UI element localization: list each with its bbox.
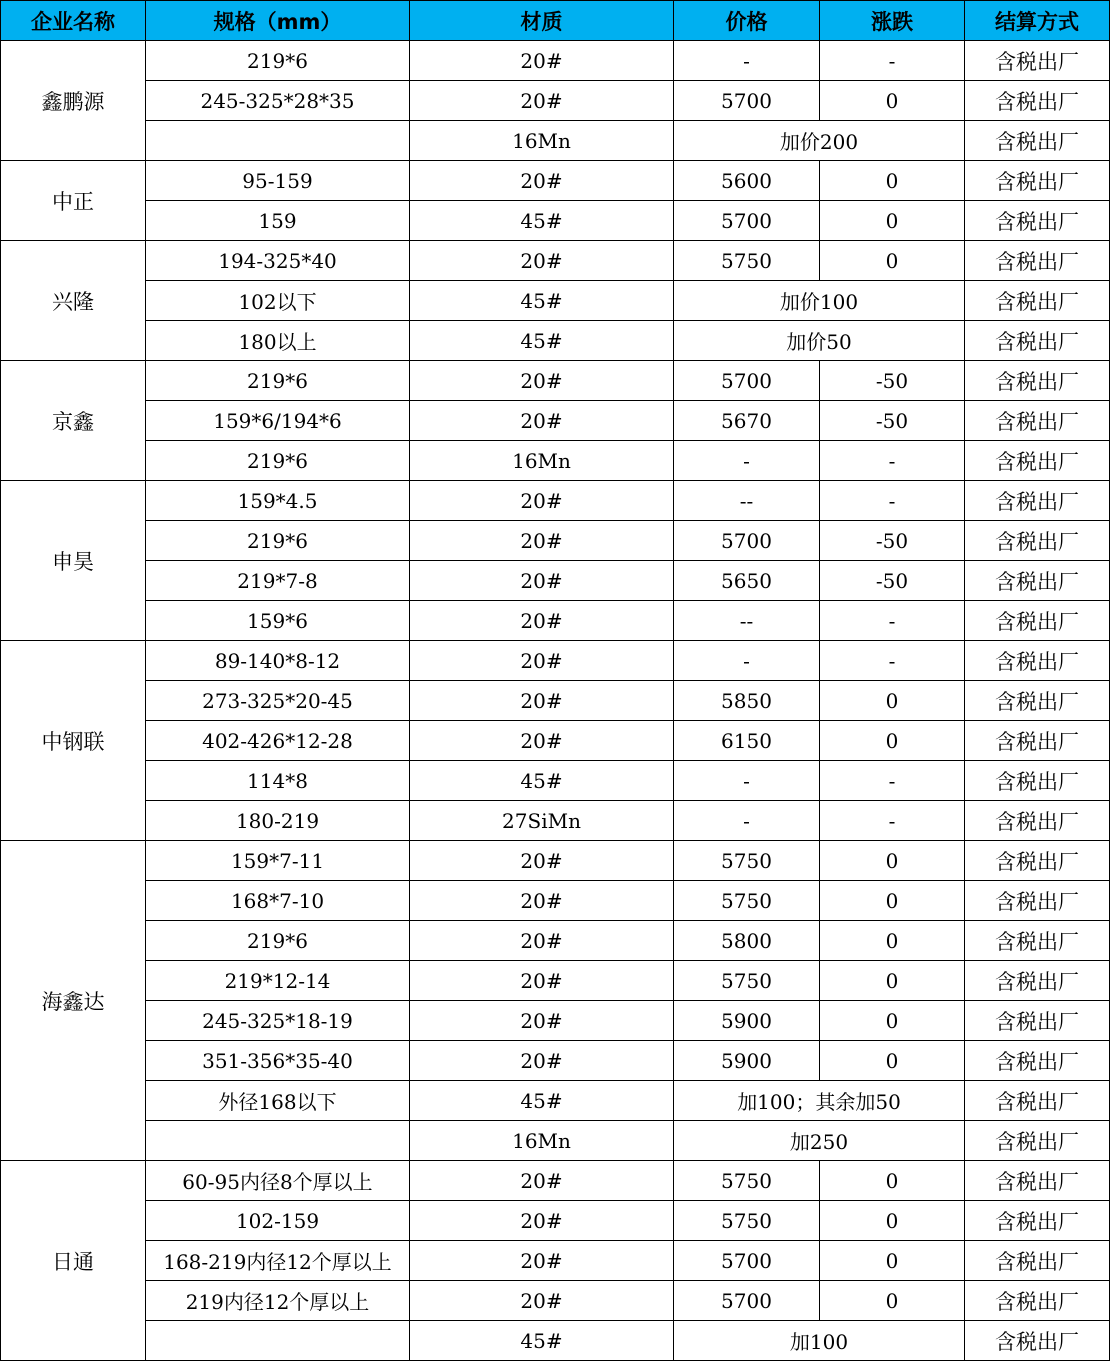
- settlement-cell: 含税出厂: [965, 761, 1110, 801]
- settlement-cell: 含税出厂: [965, 841, 1110, 881]
- material-cell: 20#: [410, 161, 674, 201]
- material-cell: 20#: [410, 1001, 674, 1041]
- table-row: [1, 1281, 1110, 1321]
- table-row: [1, 1201, 1110, 1241]
- settlement-cell: 含税出厂: [965, 1281, 1110, 1321]
- settlement-cell: 含税出厂: [965, 921, 1110, 961]
- material-cell: 20#: [410, 1161, 674, 1201]
- change-cell: -: [820, 601, 965, 641]
- table-row: [1, 761, 1110, 801]
- price-cell: 5670: [674, 401, 820, 441]
- settlement-cell: 含税出厂: [965, 401, 1110, 441]
- settlement-cell: 含税出厂: [965, 561, 1110, 601]
- settlement-cell: 含税出厂: [965, 641, 1110, 681]
- spec-cell: 159*6: [146, 601, 410, 641]
- material-cell: 16Mn: [410, 441, 674, 481]
- table-row: [1, 1121, 1110, 1161]
- price-cell: 5750: [674, 1201, 820, 1241]
- material-cell: 45#: [410, 281, 674, 321]
- settlement-cell: 含税出厂: [965, 721, 1110, 761]
- spec-cell: 219*7-8: [146, 561, 410, 601]
- material-cell: 27SiMn: [410, 801, 674, 841]
- settlement-cell: 含税出厂: [965, 881, 1110, 921]
- change-cell: 0: [820, 881, 965, 921]
- change-cell: 0: [820, 1201, 965, 1241]
- price-cell: --: [674, 481, 820, 521]
- price-cell: -: [674, 641, 820, 681]
- change-cell: 0: [820, 681, 965, 721]
- material-cell: 20#: [410, 641, 674, 681]
- price-cell: 5700: [674, 1241, 820, 1281]
- change-cell: -: [820, 481, 965, 521]
- material-cell: 16Mn: [410, 121, 674, 161]
- material-cell: 20#: [410, 401, 674, 441]
- table-row: [1, 161, 1110, 201]
- table-row: [1, 241, 1110, 281]
- price-cell: 5700: [674, 1281, 820, 1321]
- change-cell: -: [820, 761, 965, 801]
- change-cell: -: [820, 441, 965, 481]
- table-row: [1, 481, 1110, 521]
- change-cell: 0: [820, 81, 965, 121]
- spec-cell: 102-159: [146, 1201, 410, 1241]
- price-note-cell: 加价50: [674, 321, 965, 361]
- material-cell: 20#: [410, 81, 674, 121]
- change-cell: 0: [820, 1161, 965, 1201]
- material-cell: 20#: [410, 241, 674, 281]
- price-cell: -: [674, 761, 820, 801]
- price-cell: 5750: [674, 881, 820, 921]
- settlement-cell: 含税出厂: [965, 1201, 1110, 1241]
- material-cell: 45#: [410, 1321, 674, 1361]
- spec-cell: 外径168以下: [146, 1081, 410, 1121]
- change-cell: 0: [820, 1281, 965, 1321]
- company-cell: 鑫鹏源: [1, 41, 146, 161]
- material-cell: 20#: [410, 961, 674, 1001]
- settlement-cell: 含税出厂: [965, 201, 1110, 241]
- change-cell: -50: [820, 401, 965, 441]
- table-row: [1, 921, 1110, 961]
- material-cell: 20#: [410, 681, 674, 721]
- table-row: [1, 601, 1110, 641]
- change-cell: 0: [820, 1041, 965, 1081]
- price-cell: 5750: [674, 241, 820, 281]
- change-cell: -: [820, 41, 965, 81]
- spec-cell: [146, 1121, 410, 1161]
- price-note-cell: 加100: [674, 1321, 965, 1361]
- settlement-cell: 含税出厂: [965, 281, 1110, 321]
- table-row: [1, 321, 1110, 361]
- change-cell: 0: [820, 961, 965, 1001]
- change-cell: -: [820, 801, 965, 841]
- change-cell: 0: [820, 1001, 965, 1041]
- price-cell: 5900: [674, 1001, 820, 1041]
- table-row: [1, 881, 1110, 921]
- spec-cell: 194-325*40: [146, 241, 410, 281]
- table-row: [1, 1161, 1110, 1201]
- table-row: [1, 1241, 1110, 1281]
- change-cell: 0: [820, 161, 965, 201]
- spec-cell: 219*6: [146, 921, 410, 961]
- table-row: [1, 361, 1110, 401]
- table-row: [1, 641, 1110, 681]
- table-row: [1, 81, 1110, 121]
- price-note-cell: 加100；其余加50: [674, 1081, 965, 1121]
- price-note-cell: 加250: [674, 1121, 965, 1161]
- price-cell: 5800: [674, 921, 820, 961]
- spec-cell: 219*6: [146, 441, 410, 481]
- table-row: [1, 721, 1110, 761]
- change-cell: 0: [820, 721, 965, 761]
- table-row: [1, 561, 1110, 601]
- material-cell: 20#: [410, 361, 674, 401]
- settlement-cell: 含税出厂: [965, 1041, 1110, 1081]
- material-cell: 20#: [410, 41, 674, 81]
- spec-cell: 168-219内径12个厚以上: [146, 1241, 410, 1281]
- settlement-cell: 含税出厂: [965, 961, 1110, 1001]
- spec-cell: 245-325*18-19: [146, 1001, 410, 1041]
- material-cell: 20#: [410, 521, 674, 561]
- table-row: [1, 441, 1110, 481]
- table-row: [1, 201, 1110, 241]
- settlement-cell: 含税出厂: [965, 441, 1110, 481]
- settlement-cell: 含税出厂: [965, 1161, 1110, 1201]
- spec-cell: 219*6: [146, 361, 410, 401]
- material-cell: 20#: [410, 721, 674, 761]
- price-cell: -: [674, 41, 820, 81]
- material-cell: 20#: [410, 1241, 674, 1281]
- header-change: 涨跌: [820, 1, 965, 41]
- spec-cell: 351-356*35-40: [146, 1041, 410, 1081]
- material-cell: 20#: [410, 1201, 674, 1241]
- price-note-cell: 加价200: [674, 121, 965, 161]
- price-cell: -: [674, 441, 820, 481]
- spec-cell: 159*6/194*6: [146, 401, 410, 441]
- header-company: 企业名称: [1, 1, 146, 41]
- spec-cell: 159: [146, 201, 410, 241]
- spec-cell: 219内径12个厚以上: [146, 1281, 410, 1321]
- change-cell: -50: [820, 561, 965, 601]
- table-row: [1, 401, 1110, 441]
- table-row: [1, 1041, 1110, 1081]
- spec-cell: 273-325*20-45: [146, 681, 410, 721]
- price-cell: 5900: [674, 1041, 820, 1081]
- price-cell: 5850: [674, 681, 820, 721]
- table-row: [1, 121, 1110, 161]
- spec-cell: 245-325*28*35: [146, 81, 410, 121]
- price-cell: --: [674, 601, 820, 641]
- price-cell: 5750: [674, 841, 820, 881]
- material-cell: 20#: [410, 561, 674, 601]
- spec-cell: 114*8: [146, 761, 410, 801]
- table-row: [1, 41, 1110, 81]
- spec-cell: 180以上: [146, 321, 410, 361]
- spec-cell: [146, 1321, 410, 1361]
- table-row: [1, 961, 1110, 1001]
- spec-cell: 219*6: [146, 521, 410, 561]
- settlement-cell: 含税出厂: [965, 521, 1110, 561]
- settlement-cell: 含税出厂: [965, 41, 1110, 81]
- table-row: [1, 841, 1110, 881]
- spec-cell: 219*6: [146, 41, 410, 81]
- spec-cell: 180-219: [146, 801, 410, 841]
- company-cell: 中正: [1, 161, 146, 241]
- table-row: [1, 521, 1110, 561]
- table-body: [1, 41, 1110, 1361]
- header-settlement: 结算方式: [965, 1, 1110, 41]
- change-cell: 0: [820, 201, 965, 241]
- price-cell: 6150: [674, 721, 820, 761]
- company-cell: 兴隆: [1, 241, 146, 361]
- settlement-cell: 含税出厂: [965, 241, 1110, 281]
- price-cell: 5600: [674, 161, 820, 201]
- settlement-cell: 含税出厂: [965, 1001, 1110, 1041]
- settlement-cell: 含税出厂: [965, 1081, 1110, 1121]
- settlement-cell: 含税出厂: [965, 321, 1110, 361]
- spec-cell: 89-140*8-12: [146, 641, 410, 681]
- company-cell: 京鑫: [1, 361, 146, 481]
- price-cell: 5700: [674, 81, 820, 121]
- header-spec: 规格（mm）: [146, 1, 410, 41]
- spec-cell: 168*7-10: [146, 881, 410, 921]
- price-note-cell: 加价100: [674, 281, 965, 321]
- company-cell: 日通: [1, 1161, 146, 1361]
- header-material: 材质: [410, 1, 674, 41]
- company-cell: 中钢联: [1, 641, 146, 841]
- company-cell: 申昊: [1, 481, 146, 641]
- settlement-cell: 含税出厂: [965, 121, 1110, 161]
- change-cell: -: [820, 641, 965, 681]
- company-cell: 海鑫达: [1, 841, 146, 1161]
- header-row: [1, 1, 1110, 41]
- table-row: [1, 281, 1110, 321]
- material-cell: 16Mn: [410, 1121, 674, 1161]
- settlement-cell: 含税出厂: [965, 481, 1110, 521]
- spec-cell: 219*12-14: [146, 961, 410, 1001]
- table-row: [1, 681, 1110, 721]
- settlement-cell: 含税出厂: [965, 801, 1110, 841]
- material-cell: 20#: [410, 1281, 674, 1321]
- material-cell: 20#: [410, 921, 674, 961]
- settlement-cell: 含税出厂: [965, 1241, 1110, 1281]
- settlement-cell: 含税出厂: [965, 1121, 1110, 1161]
- change-cell: 0: [820, 841, 965, 881]
- spec-cell: 60-95内径8个厚以上: [146, 1161, 410, 1201]
- spec-cell: 159*7-11: [146, 841, 410, 881]
- settlement-cell: 含税出厂: [965, 681, 1110, 721]
- price-cell: 5750: [674, 1161, 820, 1201]
- table-row: [1, 1081, 1110, 1121]
- change-cell: 0: [820, 1241, 965, 1281]
- spec-cell: 95-159: [146, 161, 410, 201]
- price-cell: 5650: [674, 561, 820, 601]
- change-cell: 0: [820, 241, 965, 281]
- header-price: 价格: [674, 1, 820, 41]
- material-cell: 45#: [410, 761, 674, 801]
- settlement-cell: 含税出厂: [965, 1321, 1110, 1361]
- material-cell: 45#: [410, 1081, 674, 1121]
- settlement-cell: 含税出厂: [965, 601, 1110, 641]
- table-row: [1, 1001, 1110, 1041]
- spec-cell: [146, 121, 410, 161]
- table-row: [1, 801, 1110, 841]
- price-cell: 5750: [674, 961, 820, 1001]
- price-cell: -: [674, 801, 820, 841]
- price-cell: 5700: [674, 361, 820, 401]
- price-cell: 5700: [674, 521, 820, 561]
- material-cell: 20#: [410, 481, 674, 521]
- material-cell: 20#: [410, 881, 674, 921]
- change-cell: -50: [820, 361, 965, 401]
- spec-cell: 102以下: [146, 281, 410, 321]
- material-cell: 20#: [410, 841, 674, 881]
- material-cell: 20#: [410, 1041, 674, 1081]
- material-cell: 45#: [410, 321, 674, 361]
- table-header: [1, 1, 1110, 41]
- settlement-cell: 含税出厂: [965, 361, 1110, 401]
- table-row: [1, 1321, 1110, 1361]
- change-cell: -50: [820, 521, 965, 561]
- material-cell: 45#: [410, 201, 674, 241]
- price-cell: 5700: [674, 201, 820, 241]
- spec-cell: 159*4.5: [146, 481, 410, 521]
- material-cell: 20#: [410, 601, 674, 641]
- settlement-cell: 含税出厂: [965, 81, 1110, 121]
- change-cell: 0: [820, 921, 965, 961]
- settlement-cell: 含税出厂: [965, 161, 1110, 201]
- spec-cell: 402-426*12-28: [146, 721, 410, 761]
